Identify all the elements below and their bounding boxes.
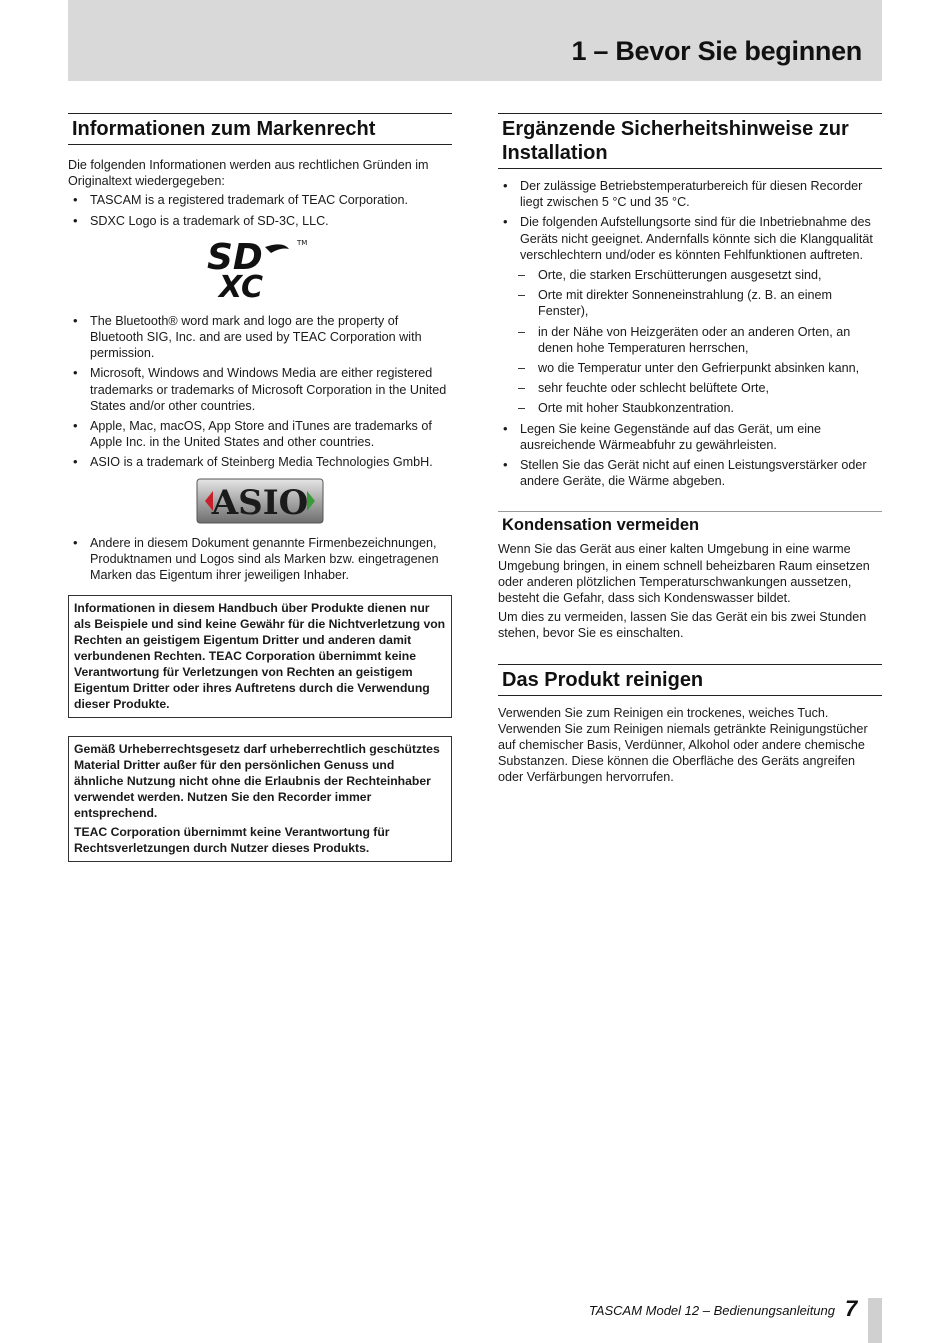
sdxc-logo-image — [205, 235, 315, 301]
svg-text:XC: XC — [219, 269, 264, 301]
dash-item: – Orte mit hoher Staubkonzentration. — [518, 400, 882, 416]
section-title-safety: Ergänzende Sicherheitshinweise zur Installation — [498, 113, 882, 169]
trademark-list-a — [68, 192, 452, 228]
left-column — [68, 113, 452, 862]
notice-box-copyright — [68, 736, 452, 862]
trademark-list-c — [68, 535, 452, 584]
notice-box-ip — [68, 595, 452, 718]
side-tab — [868, 1298, 882, 1343]
sdxc-logo — [68, 235, 452, 301]
list-item: • SDXC Logo is a trademark of SD-3C, LLC. — [68, 213, 452, 229]
right-column — [498, 113, 882, 789]
cleaning-paragraph: Verwenden Sie zum Reinigen ein trockenes, weiches Tuch. Verwenden Sie zum Reinigen niemals getränkte Reinigungstücher auf chemischer Basis, Verdünner, Alkohol oder andere chemische Substanzen. Diese können die Oberfläche des Geräts angreifen oder Verfärbungen hervorrufen. — [498, 705, 868, 785]
list-item: • Microsoft, Windows and Windows Media are either registered trademarks or trademarks of Microsoft Corporation in the United States and/or other countries. — [68, 365, 452, 414]
page-number: 7 — [845, 1296, 858, 1321]
list-item: • Apple, Mac, macOS, App Store and iTunes are trademarks of Apple Inc. in the United States and other countries. — [68, 418, 452, 450]
svg-text:SD: SD — [207, 236, 263, 278]
list-item: • The Bluetooth® word mark and logo are the property of Bluetooth SIG, Inc. and are used by TEAC Corporation with permission. — [68, 313, 452, 362]
safety-list — [498, 178, 882, 489]
list-item: • TASCAM is a registered trademark of TEAC Corporation. — [68, 192, 452, 208]
unsuitable-locations-list — [518, 267, 882, 417]
chapter-title: 1 – Bevor Sie beginnen — [571, 36, 862, 66]
section-title-trademarks: Informationen zum Markenrecht — [68, 113, 452, 145]
trademark-intro: Die folgenden Informationen werden aus rechtlichen Gründen im Originaltext wiedergegeben: — [68, 158, 429, 189]
svg-text:ASIO: ASIO — [211, 482, 309, 523]
footer-text: TASCAM Model 12 – Bedienungsanleitung — [588, 1303, 835, 1318]
dash-item: – Orte, die starken Erschütterungen ausgesetzt sind, — [518, 267, 882, 283]
list-item: • Der zulässige Betriebstemperaturbereich für diesen Recorder liegt zwischen 5 °C und 35 °C. — [498, 178, 882, 210]
dash-item: – sehr feuchte oder schlecht belüftete Orte, — [518, 380, 882, 396]
list-item: • Stellen Sie das Gerät nicht auf einen Leistungsverstärker oder andere Geräte, die Wärme abgeben. — [498, 457, 882, 489]
dash-item: – Orte mit direkter Sonneneinstrahlung (z. B. an einem Fenster), — [518, 287, 882, 319]
list-item: • Legen Sie keine Gegenstände auf das Gerät, um eine ausreichende Wärmeabfuhr zu gewährleisten. — [498, 421, 882, 453]
svg-text:TM: TM — [297, 238, 308, 247]
list-item-text: Die folgenden Aufstellungsorte sind für die Inbetriebnahme des Geräts nicht geeignet. Andernfalls könnte sich die Klangqualität verschlechtern und/oder es könnten Fehlfunktionen auftreten. — [520, 215, 873, 262]
list-item — [498, 214, 882, 416]
section-title-cleaning: Das Produkt reinigen — [498, 664, 882, 696]
notice-paragraph: Gemäß Urheberrechtsgesetz darf urheberrechtlich geschütztes Material Dritter außer für den persönlichen Genuss und ähnliche Nutzung nicht ohne die Erlaubnis der Rechteinhaber verwendet werden. Nutzen Sie den Recorder immer entsprechend. — [74, 742, 440, 821]
list-item: • Andere in diesem Dokument genannte Firmenbezeichnungen, Produktnamen und Logos sind als Marken bzw. eingetragenen Marken das Eigentum ihrer jeweiligen Inhaber. — [68, 535, 452, 584]
condensation-paragraph-1: Wenn Sie das Gerät aus einer kalten Umgebung in eine warme Umgebung bringen, in einem schnell beheizbaren Raum einsetzen oder anderen plötzlichen Temperaturschwankungen aussetzen, besteht die Gefahr, dass sich Kondenswasser bildet. — [498, 542, 870, 606]
header-band — [68, 0, 882, 81]
asio-logo-image — [193, 477, 327, 525]
trademark-list-b — [68, 313, 452, 471]
section-title-condensation: Kondensation vermeiden — [498, 511, 882, 538]
dash-item: – in der Nähe von Heizgeräten oder an anderen Orten, an denen hohe Temperaturen herrschen, — [518, 324, 882, 356]
notice-paragraph: Informationen in diesem Handbuch über Produkte dienen nur als Beispiele und sind keine Gewähr für die Nichtverletzung von Rechten an geistigem Eigentum Dritter und anderen damit verbundenen Rechten. TEAC Corporation übernimmt keine Verantwortung für Verletzungen von Rechten an geistigem Eigentum Dritter oder ihres Auftretens durch die Verwendung dieser Produkte. — [74, 601, 446, 712]
dash-item: – wo die Temperatur unter den Gefrierpunkt absinken kann, — [518, 360, 882, 376]
asio-logo — [68, 477, 452, 525]
condensation-paragraph-2: Um dies zu vermeiden, lassen Sie das Gerät ein bis zwei Stunden stehen, bevor Sie es einschalten. — [498, 610, 867, 641]
notice-paragraph: TEAC Corporation übernimmt keine Verantwortung für Rechtsverletzungen durch Nutzer dieses Produkts. — [74, 825, 390, 856]
list-item: • ASIO is a trademark of Steinberg Media Technologies GmbH. — [68, 454, 452, 470]
